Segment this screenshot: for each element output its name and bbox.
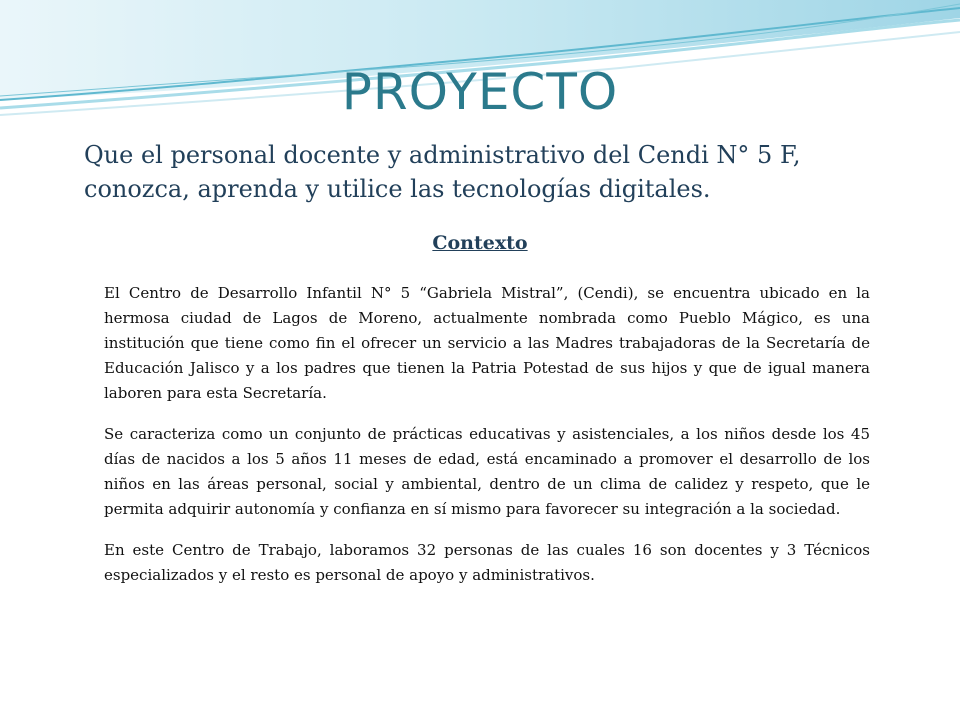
slide-subtitle: Que el personal docente y administrativo del Cendi N° 5 F, conozca, aprenda y utilice las tecnologías digitales. bbox=[84, 141, 801, 203]
context-paragraph-2: Se caracteriza como un conjunto de prácticas educativas y asistenciales, a los niños desde los 45 días de nacidos a los 5 años 11 meses de edad, está encaminado a promover el desarrollo de los niños en las áreas personal, social y ambiental, dentro de un clima de calidez y respeto, que le permita adquirir autonomía y confianza en sí mismo para favorecer su integración a la sociedad. bbox=[104, 425, 870, 518]
context-paragraph-1: El Centro de Desarrollo Infantil N° 5 “Gabriela Mistral”, (Cendi), se encuentra ubicado en la hermosa ciudad de Lagos de Moreno, actualmente nombrada como Pueblo Mágico, es una institución que tiene como fin el ofrecer un servicio a las Madres trabajadoras de la Secretaría de Educación Jalisco y a los padres que tienen la Patria Potestad de sus hijos y que de igual manera laboren para esta Secretaría. bbox=[104, 284, 870, 402]
context-body bbox=[104, 281, 870, 604]
context-paragraph-3: En este Centro de Trabajo, laboramos 32 personas de las cuales 16 son docentes y 3 Técnicos especializados y el resto es personal de apoyo y administrativos. bbox=[104, 541, 870, 584]
section-heading-contexto: Contexto bbox=[432, 232, 528, 254]
slide-title: PROYECTO bbox=[341, 63, 619, 121]
